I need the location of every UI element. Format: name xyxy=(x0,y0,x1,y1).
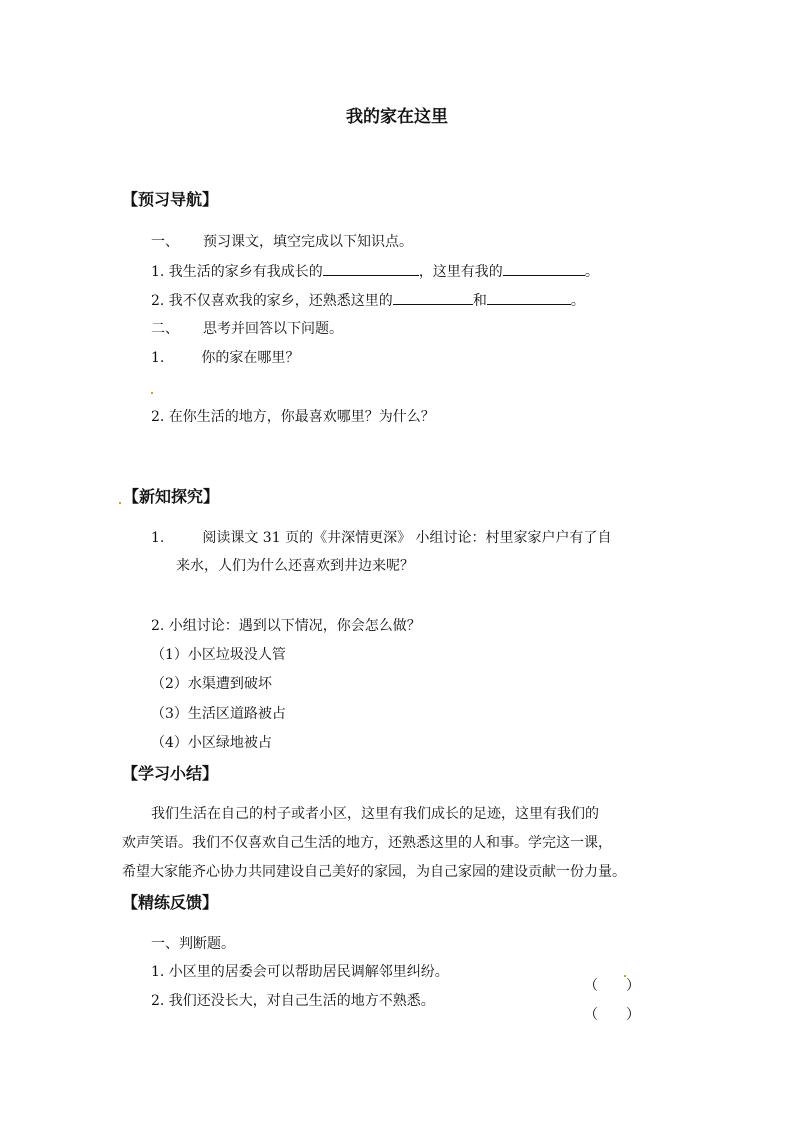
answer-blank[interactable] xyxy=(487,290,571,305)
preview-part1-text: 预习课文，填空完成以下知识点。 xyxy=(203,234,413,250)
decorative-dot xyxy=(119,502,121,504)
explore-question-1-line-1 xyxy=(151,529,612,547)
preview-question-2: 2. 在你生活的地方，你最喜欢哪里？为什么？ xyxy=(151,409,435,425)
section-heading-feedback: 【精练反馈】 xyxy=(122,893,219,912)
fill-blank-1 xyxy=(151,261,599,281)
decorative-dot xyxy=(151,392,153,394)
fill-blank-2-text-c: 。 xyxy=(570,293,585,309)
situation-item: （3）生活区道路被占 xyxy=(151,706,286,722)
answer-blank[interactable] xyxy=(393,290,473,305)
judgement-item-1-text: 1. 小区里的居委会可以帮助居民调解邻里纠纷。 xyxy=(151,964,449,980)
summary-line-3: 希望大家能齐心协力共同建设自己美好的家园，为自己家园的建设贡献一份力量。 xyxy=(122,864,626,880)
answer-blank[interactable] xyxy=(503,261,585,276)
fill-blank-1-text-a: 1. 我生活的家乡有我成长的 xyxy=(151,264,323,280)
feedback-part1: 一、判断题。 xyxy=(151,936,235,952)
explore-question-1-line-2: 来水，人们为什么还喜欢到井边来呢？ xyxy=(176,558,414,574)
judgement-item-2-answer[interactable]: （ ） xyxy=(584,1007,640,1023)
fill-blank-2-text-a: 2. 我不仅喜欢我的家乡，还熟悉这里的 xyxy=(151,293,393,309)
judgement-item-2-text: 2. 我们还没长大，对自己生活的地方不熟悉。 xyxy=(151,993,435,1009)
preview-part1 xyxy=(151,233,413,251)
judgement-item-1-answer[interactable]: （ ） xyxy=(584,978,640,994)
summary-line-1: 我们生活在自己的村子或者小区，这里有我们成长的足迹，这里有我们的 xyxy=(151,806,599,822)
situation-item: （1）小区垃圾没人管 xyxy=(151,647,286,663)
fill-blank-2-text-b: 和 xyxy=(472,293,487,309)
explore-question-2: 2. 小组讨论：遇到以下情况，你会怎么做？ xyxy=(151,618,421,634)
page-title: 我的家在这里 xyxy=(346,107,448,127)
summary-line-2: 欢声笑语。我们不仅喜欢自己生活的地方，还熟悉这里的人和事。学完这一课， xyxy=(122,835,612,851)
preview-part2-num: 二、 xyxy=(151,321,179,337)
fill-blank-1-text-b: ，这里有我的 xyxy=(418,264,503,280)
preview-part2-text: 思考并回答以下问题。 xyxy=(203,321,343,337)
preview-question-1-num: 1. xyxy=(151,350,165,366)
explore-question-1-text: 阅读课文 31 页的《井深情更深》 小组讨论：村里家家户户有了自 xyxy=(202,530,612,546)
fill-blank-2 xyxy=(151,290,585,310)
situation-item: （4）小区绿地被占 xyxy=(151,735,272,751)
decorative-dot xyxy=(624,975,626,977)
answer-blank[interactable] xyxy=(323,261,419,276)
preview-question-1-text: 你的家在哪里？ xyxy=(201,350,300,366)
section-heading-preview: 【预习导航】 xyxy=(122,190,219,209)
section-heading-explore: 【新知探究】 xyxy=(123,487,220,506)
section-heading-summary: 【学习小结】 xyxy=(122,764,219,783)
fill-blank-1-text-c: 。 xyxy=(584,264,599,280)
preview-part2 xyxy=(151,320,343,338)
explore-question-1-num: 1. xyxy=(151,530,165,546)
preview-question-1 xyxy=(151,349,299,367)
preview-part1-num: 一、 xyxy=(151,234,179,250)
situation-item: （2）水渠遭到破坏 xyxy=(151,676,272,692)
